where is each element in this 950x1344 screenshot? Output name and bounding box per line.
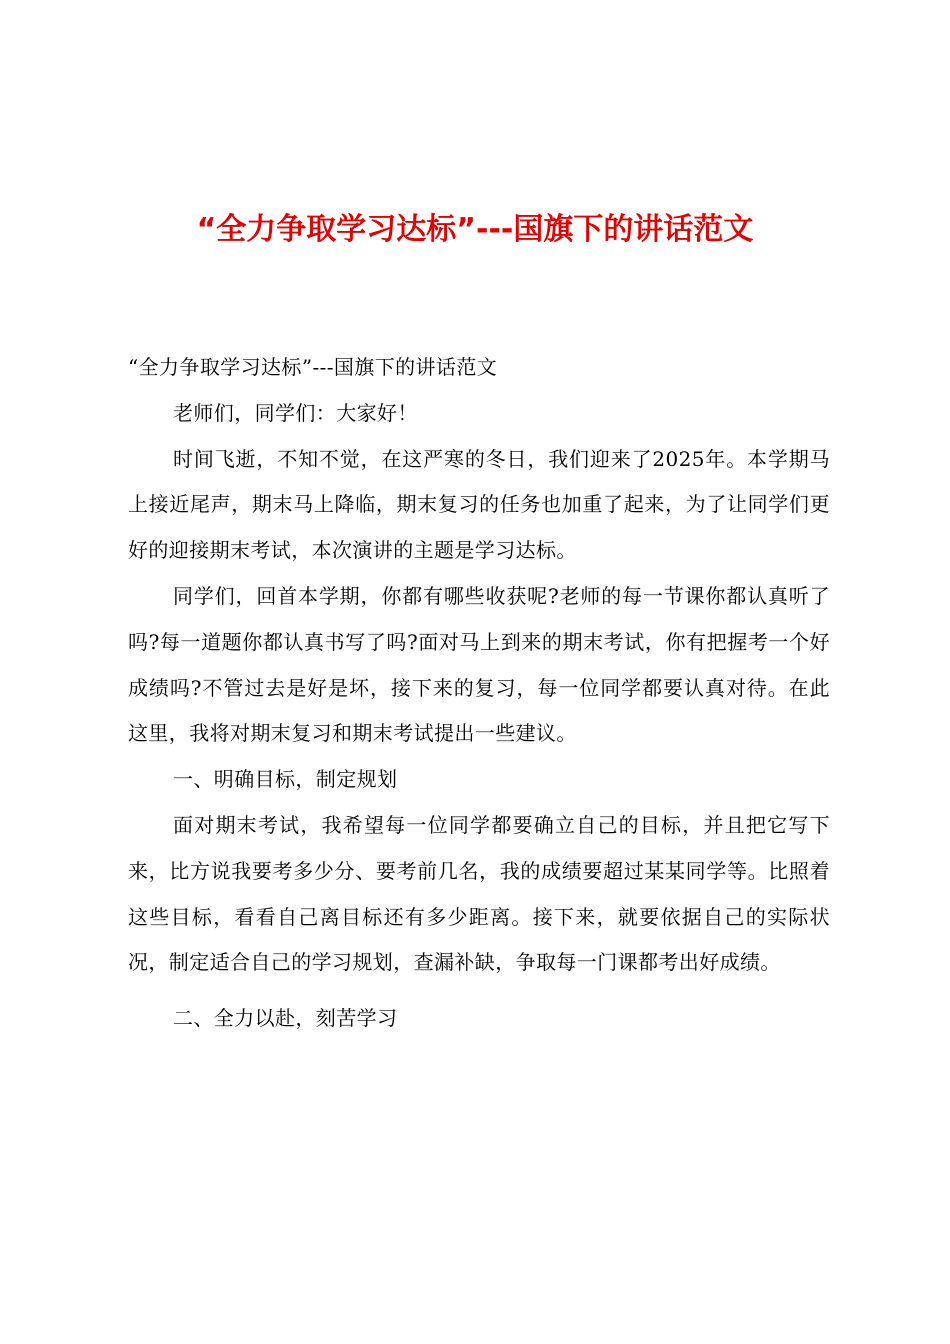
- document-title: “全力争取学习达标”---国旗下的讲话范文: [196, 212, 754, 247]
- paragraph-greeting: 老师们，同学们：大家好！: [173, 400, 418, 425]
- section-heading-2: 二、全力以赴，刻苦学习: [173, 1006, 398, 1031]
- paragraph-intro: 时间飞逝，不知不觉，在这严寒的冬日，我们迎来了2025年。本学期马上接近尾声，期末马上降临，期末复习的任务也加重了起来，为了让同学们更好的迎接期末考试，本次演讲的主题是学习达标。: [128, 446, 830, 563]
- document-body: [128, 345, 830, 1042]
- paragraph-reflection: 同学们，回首本学期，你都有哪些收获呢?老师的每一节课你都认真听了吗?每一道题你都认真书写了吗?面对马上到来的期末考试，你有把握考一个好成绩吗?不管过去是好是坏，接下来的复习，每一位同学都要认真对待。在此这里，我将对期末复习和期末考试提出一些建议。: [128, 583, 830, 746]
- paragraph-subtitle: “全力争取学习达标”---国旗下的讲话范文: [128, 355, 498, 379]
- paragraph-section-1: 面对期末考试，我希望每一位同学都要确立自己的目标，并且把它写下来，比方说我要考多少分、要考前几名，我的成绩要超过某某同学等。比照着这些目标，看看自己离目标还有多少距离。接下来，就要依据自己的实际状况，制定适合自己的学习规划，查漏补缺，争取每一门课都考出好成绩。: [128, 812, 830, 975]
- section-heading-1: 一、明确目标，制定规划: [173, 767, 398, 792]
